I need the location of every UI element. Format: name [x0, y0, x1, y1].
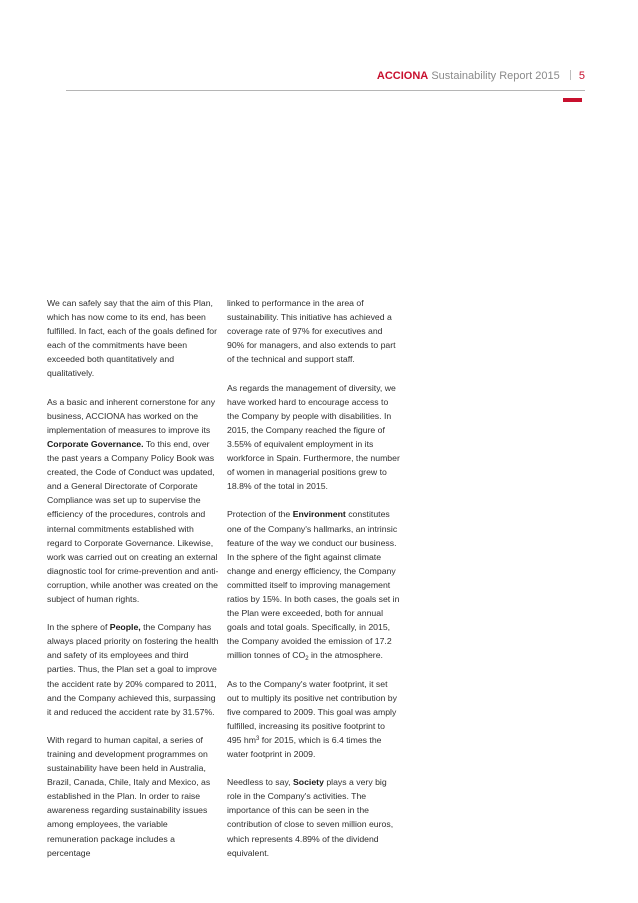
header-rule: [66, 90, 585, 91]
header-separator: [570, 70, 571, 80]
paragraph-society: Needless to say, Society plays a very big role in the Company's activities. The importance of this can be seen in the contribution of close to seven million euros, which represents 4.89% of the dividend equivalent.: [227, 777, 394, 858]
report-title: Sustainability Report 2015: [431, 70, 560, 82]
page-header: [377, 70, 585, 82]
right-column: [227, 296, 400, 874]
paragraph-water-footprint: As to the Company's water footprint, it set out to multiply its positive net contribution by five compared to 2009. This goal was amply fulfilled, increasing its positive footprint to 495 $hm^3$ for 2015, which is 6.4 times the water footprint in 2009.: [227, 678, 397, 759]
paragraph-diversity: As regards the management of diversity, we have worked hard to encourage access to the Company by people with disabilities. In 2015, the Company reached the figure of 3.55% of equivalent employment in its workforce in Spain. Furthermore, the number of women in managerial positions grew to 18.8% of the total in 2015.: [227, 382, 400, 492]
term-people: People,: [109, 622, 141, 633]
term-society: Society: [293, 777, 324, 788]
paragraph-environment: Protection of the Environment constitutes one of the Company's hallmarks, an intrinsic feature of the way we conduct our business. In the sphere of the fight against climate change and energy efficiency, the Company committed itself to improving management ratios by 15%. In both cases, the goals set in the Plan were exceeded, both for annual goals and total goals. Specifically, in 2015, the Company avoided the emission of 17.2 million tonnes of $CO_2$ in the atmosphere.: [227, 509, 400, 663]
paragraph-plan-aim: We can safely say that the aim of this Plan, which has now come to its end, has been fulfilled. In fact, each of the goals defined for each of the commitments have been exceeded both quantitatively and qualitatively.: [47, 298, 217, 379]
paragraph-human-capital: With regard to human capital, a series of training and development programmes on sustainability have been held in Australia, Brazil, Canada, Chile, Italy and Mexico, as established in the Plan. In order to raise awareness regarding sustainability issues among employees, the variable remuneration package includes a percentage: [47, 734, 211, 858]
term-corporate-governance: Corporate Governance.: [47, 438, 144, 449]
page-number: 5: [578, 70, 585, 82]
left-column: [47, 296, 219, 874]
term-environment: Environment: [292, 509, 346, 520]
paragraph-corporate-governance: As a basic and inherent cornerstone for any business, ACCIONA has worked on the implementation of measures to improve its Corporate Governance. To this end, over the past years a Company Policy Book was created, the Code of Conduct was updated, and a General Directorate of Corporate Compliance was set up to supervise the efficiency of the procedures, controls and internal commitments established with regard to Corporate Governance. Likewise, work was carried out on creating an external diagnostic tool for crime-prevention and anti-corruption, while another was created on the subject of human rights.: [47, 396, 219, 604]
paragraph-remuneration: linked to performance in the area of sustainability. This initiative has achieved a coverage rate of 97% for executives and 90% for managers, and also extends to part of the technical and support staff.: [227, 298, 396, 365]
brand-name: ACCIONA: [376, 70, 429, 82]
paragraph-people: In the sphere of People, the Company has always placed priority on fostering the health and safety of its employees and third parties. Thus, the Plan set a goal to improve the accident rate by 20% compared to 2011, and the Company achieved this, surpassing it and reduced the accident rate by 31.57%.: [47, 622, 219, 717]
accent-bar: [563, 98, 582, 102]
